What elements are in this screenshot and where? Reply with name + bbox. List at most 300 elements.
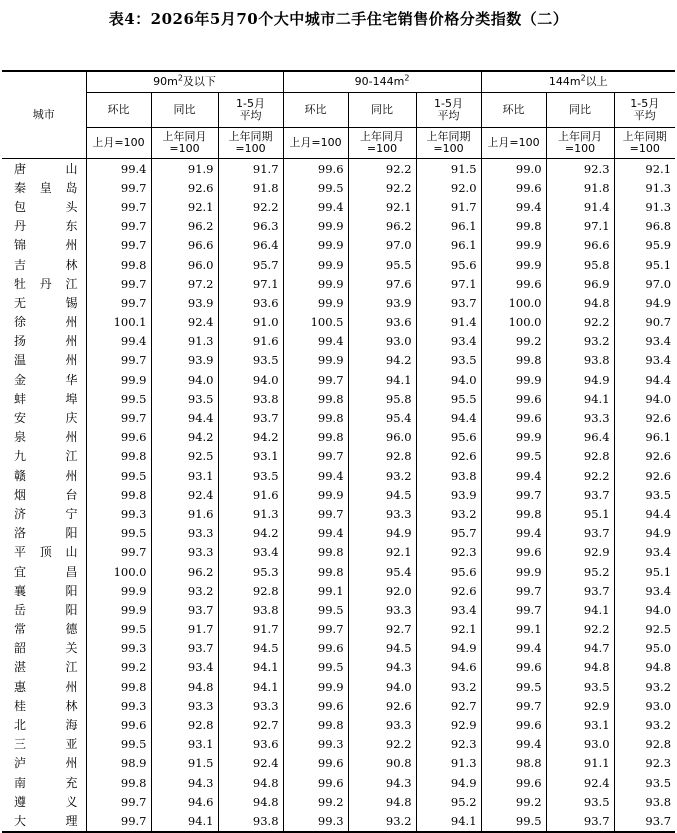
table-row	[2, 351, 675, 370]
city-name-cell: 安庆	[14, 411, 78, 426]
index-value-cell: 95.1	[614, 255, 675, 274]
index-value-cell: 98.8	[481, 754, 546, 773]
index-value-cell: 94.8	[348, 792, 416, 811]
base-header-cell: 上月=100	[86, 128, 151, 159]
index-value-cell: 92.2	[348, 178, 416, 197]
index-value-cell: 99.8	[481, 217, 546, 236]
index-value-cell: 92.6	[614, 466, 675, 485]
price-index-table	[2, 70, 675, 833]
index-value-cell: 94.9	[416, 773, 481, 792]
index-value-cell: 99.8	[283, 408, 348, 427]
city-name-cell: 金华	[14, 372, 78, 387]
index-value-cell: 97.1	[218, 274, 283, 293]
index-value-cell: 99.6	[283, 639, 348, 658]
sub-header-cell: 1-5月 平均	[614, 93, 675, 128]
index-value-cell: 99.8	[283, 428, 348, 447]
index-value-cell: 96.0	[348, 428, 416, 447]
index-value-cell: 95.6	[416, 562, 481, 581]
index-value-cell: 99.6	[481, 658, 546, 677]
index-value-cell: 99.9	[283, 217, 348, 236]
index-value-cell: 93.7	[416, 293, 481, 312]
index-value-cell: 93.9	[151, 351, 218, 370]
index-value-cell: 93.7	[546, 485, 614, 504]
index-value-cell: 99.8	[86, 485, 151, 504]
index-value-cell: 94.4	[614, 504, 675, 523]
group-header-144: $144m^2$以上	[481, 71, 675, 93]
index-value-cell: 99.9	[481, 562, 546, 581]
index-value-cell: 93.6	[218, 293, 283, 312]
index-value-cell: 99.9	[481, 255, 546, 274]
index-value-cell: 99.8	[86, 773, 151, 792]
index-value-cell: 94.9	[416, 639, 481, 658]
index-value-cell: 94.4	[416, 408, 481, 427]
index-value-cell: 99.9	[86, 581, 151, 600]
index-value-cell: 93.3	[151, 543, 218, 562]
index-value-cell: 99.7	[86, 543, 151, 562]
index-value-cell: 100.5	[283, 313, 348, 332]
index-value-cell: 90.7	[614, 313, 675, 332]
index-value-cell: 91.7	[416, 197, 481, 216]
index-value-cell: 92.1	[348, 543, 416, 562]
index-value-cell: 95.0	[614, 639, 675, 658]
index-value-cell: 98.9	[86, 754, 151, 773]
index-value-cell: 93.5	[218, 466, 283, 485]
index-value-cell: 92.2	[348, 735, 416, 754]
index-value-cell: 99.6	[481, 408, 546, 427]
city-name-cell: 烟台	[14, 487, 78, 502]
base-header-cell: 上年同月 =100	[546, 128, 614, 159]
index-value-cell: 94.8	[614, 658, 675, 677]
index-value-cell: 99.7	[86, 217, 151, 236]
index-value-cell: 99.6	[481, 543, 546, 562]
index-value-cell: 99.6	[86, 715, 151, 734]
index-value-cell: 91.6	[218, 485, 283, 504]
index-value-cell: 91.7	[218, 159, 283, 179]
index-value-cell: 96.2	[151, 217, 218, 236]
index-value-cell: 93.1	[218, 447, 283, 466]
table-row	[2, 466, 675, 485]
city-name-cell: 包头	[14, 199, 78, 214]
city-name-cell: 秦皇岛	[14, 180, 78, 195]
index-value-cell: 93.7	[151, 639, 218, 658]
table-row	[2, 485, 675, 504]
index-value-cell: 99.6	[481, 389, 546, 408]
table-row	[2, 562, 675, 581]
index-value-cell: 93.3	[151, 696, 218, 715]
index-value-cell: 92.8	[151, 715, 218, 734]
city-name-cell: 唐山	[14, 161, 78, 176]
index-value-cell: 94.5	[218, 639, 283, 658]
city-name-cell: 襄阳	[14, 583, 78, 598]
index-value-cell: 96.1	[416, 217, 481, 236]
index-value-cell: 92.8	[546, 447, 614, 466]
table-header	[2, 71, 675, 159]
index-value-cell: 99.2	[481, 332, 546, 351]
index-value-cell: 91.5	[416, 159, 481, 179]
index-value-cell: 92.1	[416, 620, 481, 639]
index-value-cell: 91.6	[151, 504, 218, 523]
index-value-cell: 93.2	[614, 715, 675, 734]
index-value-cell: 99.4	[481, 466, 546, 485]
index-value-cell: 91.0	[218, 313, 283, 332]
index-value-cell: 93.4	[614, 581, 675, 600]
index-value-cell: 94.1	[546, 600, 614, 619]
index-value-cell: 99.5	[481, 677, 546, 696]
index-value-cell: 94.4	[614, 370, 675, 389]
index-value-cell: 96.6	[151, 236, 218, 255]
city-name-cell: 遵义	[14, 794, 78, 809]
group-header-90: $90m^2$及以下	[86, 71, 283, 93]
index-value-cell: 93.3	[218, 696, 283, 715]
index-value-cell: 99.3	[283, 811, 348, 831]
index-value-cell: 99.9	[481, 428, 546, 447]
index-value-cell: 95.4	[348, 562, 416, 581]
index-value-cell: 91.7	[218, 620, 283, 639]
city-name-cell: 泉州	[14, 430, 78, 445]
index-value-cell: 99.4	[283, 197, 348, 216]
index-value-cell: 94.3	[348, 773, 416, 792]
index-value-cell: 99.5	[283, 178, 348, 197]
table-row	[2, 773, 675, 792]
index-value-cell: 94.1	[546, 389, 614, 408]
index-value-cell: 94.0	[416, 370, 481, 389]
index-value-cell: 92.3	[546, 159, 614, 179]
index-value-cell: 94.1	[218, 677, 283, 696]
base-header-cell: 上年同月 =100	[151, 128, 218, 159]
index-value-cell: 92.9	[416, 715, 481, 734]
index-value-cell: 99.0	[481, 159, 546, 179]
index-value-cell: 99.4	[481, 639, 546, 658]
index-value-cell: 91.7	[151, 620, 218, 639]
index-value-cell: 92.4	[546, 773, 614, 792]
table-row	[2, 313, 675, 332]
index-value-cell: 99.7	[86, 197, 151, 216]
index-value-cell: 96.1	[416, 236, 481, 255]
index-value-cell: 99.9	[283, 274, 348, 293]
index-value-cell: 99.4	[481, 197, 546, 216]
base-header-cell: 上月=100	[283, 128, 348, 159]
index-value-cell: 100.1	[86, 313, 151, 332]
index-value-cell: 94.2	[218, 524, 283, 543]
index-value-cell: 94.9	[546, 370, 614, 389]
index-value-cell: 99.7	[86, 351, 151, 370]
index-value-cell: 94.9	[614, 293, 675, 312]
index-value-cell: 96.8	[614, 217, 675, 236]
index-value-cell: 93.2	[151, 581, 218, 600]
city-column-header: 城市	[2, 71, 86, 159]
index-value-cell: 99.7	[481, 696, 546, 715]
index-value-cell: 99.6	[283, 773, 348, 792]
index-value-cell: 92.3	[416, 543, 481, 562]
city-name-cell: 平顶山	[14, 545, 78, 560]
table-row	[2, 792, 675, 811]
index-value-cell: 95.8	[546, 255, 614, 274]
index-value-cell: 92.8	[614, 735, 675, 754]
index-value-cell: 93.3	[348, 600, 416, 619]
index-value-cell: 94.0	[614, 600, 675, 619]
index-value-cell: 91.3	[614, 197, 675, 216]
index-value-cell: 92.0	[416, 178, 481, 197]
table-row	[2, 178, 675, 197]
index-value-cell: 92.8	[218, 581, 283, 600]
index-value-cell: 93.6	[348, 313, 416, 332]
index-value-cell: 96.3	[218, 217, 283, 236]
index-value-cell: 92.6	[151, 178, 218, 197]
index-value-cell: 99.9	[283, 293, 348, 312]
table-row	[2, 754, 675, 773]
index-value-cell: 94.7	[546, 639, 614, 658]
city-name-cell: 大理	[2, 811, 86, 831]
index-value-cell: 99.6	[481, 178, 546, 197]
table-body	[2, 159, 675, 832]
index-value-cell: 96.9	[546, 274, 614, 293]
index-value-cell: 94.9	[348, 524, 416, 543]
index-value-cell: 94.8	[218, 792, 283, 811]
table-row	[2, 197, 675, 216]
index-value-cell: 94.8	[151, 677, 218, 696]
index-value-cell: 93.5	[614, 773, 675, 792]
index-value-cell: 99.8	[283, 543, 348, 562]
index-value-cell: 94.3	[151, 773, 218, 792]
index-value-cell: 93.0	[546, 735, 614, 754]
index-value-cell: 99.8	[481, 504, 546, 523]
index-value-cell: 93.1	[151, 466, 218, 485]
index-value-cell: 92.5	[614, 620, 675, 639]
sub-header-cell: 环比	[283, 93, 348, 128]
index-value-cell: 93.2	[348, 466, 416, 485]
index-value-cell: 93.1	[151, 735, 218, 754]
table-row	[2, 735, 675, 754]
base-header-row	[2, 128, 675, 159]
index-value-cell: 99.2	[283, 792, 348, 811]
index-value-cell: 94.1	[218, 658, 283, 677]
index-value-cell: 91.3	[416, 754, 481, 773]
index-value-cell: 92.2	[348, 159, 416, 179]
index-value-cell: 99.9	[283, 351, 348, 370]
index-value-cell: 93.4	[416, 332, 481, 351]
index-value-cell: 94.1	[416, 811, 481, 831]
city-name-cell: 北海	[14, 718, 78, 733]
city-name-cell: 徐州	[14, 315, 78, 330]
index-value-cell: 99.8	[86, 447, 151, 466]
index-value-cell: 93.4	[614, 543, 675, 562]
index-value-cell: 99.7	[283, 447, 348, 466]
index-value-cell: 99.7	[283, 370, 348, 389]
table-row	[2, 217, 675, 236]
index-value-cell: 100.0	[481, 293, 546, 312]
index-value-cell: 99.4	[481, 524, 546, 543]
city-name-cell: 温州	[14, 353, 78, 368]
index-value-cell: 99.7	[86, 274, 151, 293]
index-value-cell: 93.4	[614, 351, 675, 370]
city-name-cell: 丹东	[14, 219, 78, 234]
index-value-cell: 99.7	[86, 178, 151, 197]
index-value-cell: 92.1	[348, 197, 416, 216]
index-value-cell: 93.5	[218, 351, 283, 370]
table-row	[2, 620, 675, 639]
index-value-cell: 94.2	[348, 351, 416, 370]
index-value-cell: 93.4	[151, 658, 218, 677]
index-value-cell: 99.4	[86, 159, 151, 179]
index-value-cell: 92.4	[218, 754, 283, 773]
city-name-cell: 宜昌	[14, 564, 78, 579]
index-value-cell: 94.8	[546, 293, 614, 312]
index-value-cell: 93.0	[348, 332, 416, 351]
index-value-cell: 94.4	[151, 408, 218, 427]
sub-header-cell: 环比	[481, 93, 546, 128]
index-value-cell: 99.7	[86, 811, 151, 831]
sub-header-cell: 环比	[86, 93, 151, 128]
index-value-cell: 91.5	[151, 754, 218, 773]
index-value-cell: 93.9	[151, 293, 218, 312]
table-row	[2, 524, 675, 543]
index-value-cell: 99.6	[86, 428, 151, 447]
index-value-cell: 91.3	[151, 332, 218, 351]
index-value-cell: 96.6	[546, 236, 614, 255]
index-value-cell: 92.1	[614, 159, 675, 179]
index-value-cell: 92.2	[546, 313, 614, 332]
base-header-cell: 上年同月 =100	[348, 128, 416, 159]
city-name-cell: 扬州	[14, 334, 78, 349]
index-value-cell: 94.2	[218, 428, 283, 447]
index-value-cell: 93.3	[151, 524, 218, 543]
index-value-cell: 93.4	[416, 600, 481, 619]
index-value-cell: 92.0	[348, 581, 416, 600]
table-row	[2, 428, 675, 447]
index-value-cell: 96.0	[151, 255, 218, 274]
index-value-cell: 93.2	[348, 811, 416, 831]
base-header-cell: 上年同期 =100	[218, 128, 283, 159]
index-value-cell: 99.9	[283, 236, 348, 255]
index-value-cell: 99.4	[481, 735, 546, 754]
index-value-cell: 94.3	[348, 658, 416, 677]
index-value-cell: 99.4	[283, 466, 348, 485]
index-value-cell: 92.1	[151, 197, 218, 216]
base-header-cell: 上年同期 =100	[416, 128, 481, 159]
index-value-cell: 93.4	[218, 543, 283, 562]
index-value-cell: 99.5	[86, 389, 151, 408]
table-row	[2, 274, 675, 293]
index-value-cell: 99.9	[283, 255, 348, 274]
index-value-cell: 93.8	[218, 389, 283, 408]
city-name-cell: 韶关	[14, 641, 78, 656]
index-value-cell: 99.5	[283, 658, 348, 677]
sub-header-cell: 1-5月 平均	[218, 93, 283, 128]
index-value-cell: 91.3	[218, 504, 283, 523]
index-value-cell: 95.7	[416, 524, 481, 543]
index-value-cell: 93.8	[614, 792, 675, 811]
table-row	[2, 370, 675, 389]
index-value-cell: 91.6	[218, 332, 283, 351]
index-value-cell: 94.0	[614, 389, 675, 408]
table-row	[2, 715, 675, 734]
index-value-cell: 99.7	[481, 581, 546, 600]
index-value-cell: 99.7	[481, 485, 546, 504]
table-row	[2, 159, 675, 179]
index-value-cell: 99.2	[86, 658, 151, 677]
index-value-cell: 99.5	[283, 600, 348, 619]
index-value-cell: 93.7	[151, 600, 218, 619]
sub-header-cell: 同比	[348, 93, 416, 128]
index-value-cell: 94.2	[151, 428, 218, 447]
index-value-cell: 99.7	[283, 620, 348, 639]
table-row	[2, 293, 675, 312]
index-value-cell: 94.1	[151, 811, 218, 831]
index-value-cell: 93.3	[546, 408, 614, 427]
index-value-cell: 94.0	[151, 370, 218, 389]
index-value-cell: 95.7	[218, 255, 283, 274]
index-value-cell: 97.1	[546, 217, 614, 236]
index-value-cell: 92.6	[614, 408, 675, 427]
index-value-cell: 99.9	[283, 677, 348, 696]
index-value-cell: 99.6	[283, 754, 348, 773]
index-value-cell: 92.5	[151, 447, 218, 466]
base-header-cell: 上年同期 =100	[614, 128, 675, 159]
index-value-cell: 94.0	[348, 677, 416, 696]
index-value-cell: 99.6	[481, 715, 546, 734]
index-value-cell: 93.8	[416, 466, 481, 485]
index-value-cell: 93.0	[614, 696, 675, 715]
index-value-cell: 93.9	[416, 485, 481, 504]
index-value-cell: 92.2	[546, 466, 614, 485]
index-value-cell: 100.0	[481, 313, 546, 332]
sub-header-cell: 同比	[546, 93, 614, 128]
city-name-cell: 三亚	[14, 737, 78, 752]
index-value-cell: 93.7	[546, 581, 614, 600]
index-value-cell: 99.8	[283, 715, 348, 734]
table-row	[2, 581, 675, 600]
index-value-cell: 93.6	[218, 735, 283, 754]
index-value-cell: 93.7	[614, 811, 675, 831]
index-value-cell: 93.1	[546, 715, 614, 734]
index-value-cell: 99.7	[86, 792, 151, 811]
city-name-cell: 锦州	[14, 238, 78, 253]
city-name-cell: 南充	[14, 775, 78, 790]
sub-header-row	[2, 93, 675, 128]
index-value-cell: 93.9	[348, 293, 416, 312]
table-row	[2, 639, 675, 658]
index-value-cell: 99.7	[86, 236, 151, 255]
index-value-cell: 92.7	[348, 620, 416, 639]
index-value-cell: 99.2	[481, 792, 546, 811]
city-name-cell: 赣州	[14, 468, 78, 483]
index-value-cell: 91.1	[546, 754, 614, 773]
index-value-cell: 99.4	[86, 332, 151, 351]
index-value-cell: 94.5	[348, 639, 416, 658]
index-value-cell: 92.3	[416, 735, 481, 754]
index-value-cell: 100.0	[86, 562, 151, 581]
index-value-cell: 94.8	[546, 658, 614, 677]
index-value-cell: 97.6	[348, 274, 416, 293]
index-value-cell: 96.4	[546, 428, 614, 447]
index-value-cell: 99.7	[481, 600, 546, 619]
index-value-cell: 93.8	[218, 600, 283, 619]
index-value-cell: 95.5	[416, 389, 481, 408]
city-name-cell: 湛江	[14, 660, 78, 675]
index-value-cell: 91.8	[546, 178, 614, 197]
city-name-cell: 常德	[14, 622, 78, 637]
index-value-cell: 92.6	[416, 581, 481, 600]
index-value-cell: 96.1	[614, 428, 675, 447]
index-value-cell: 95.6	[416, 428, 481, 447]
index-value-cell: 92.4	[151, 313, 218, 332]
index-value-cell: 92.6	[348, 696, 416, 715]
index-value-cell: 95.2	[416, 792, 481, 811]
table-row	[2, 255, 675, 274]
index-value-cell: 99.6	[481, 274, 546, 293]
index-value-cell: 94.6	[151, 792, 218, 811]
index-value-cell: 99.6	[283, 159, 348, 179]
